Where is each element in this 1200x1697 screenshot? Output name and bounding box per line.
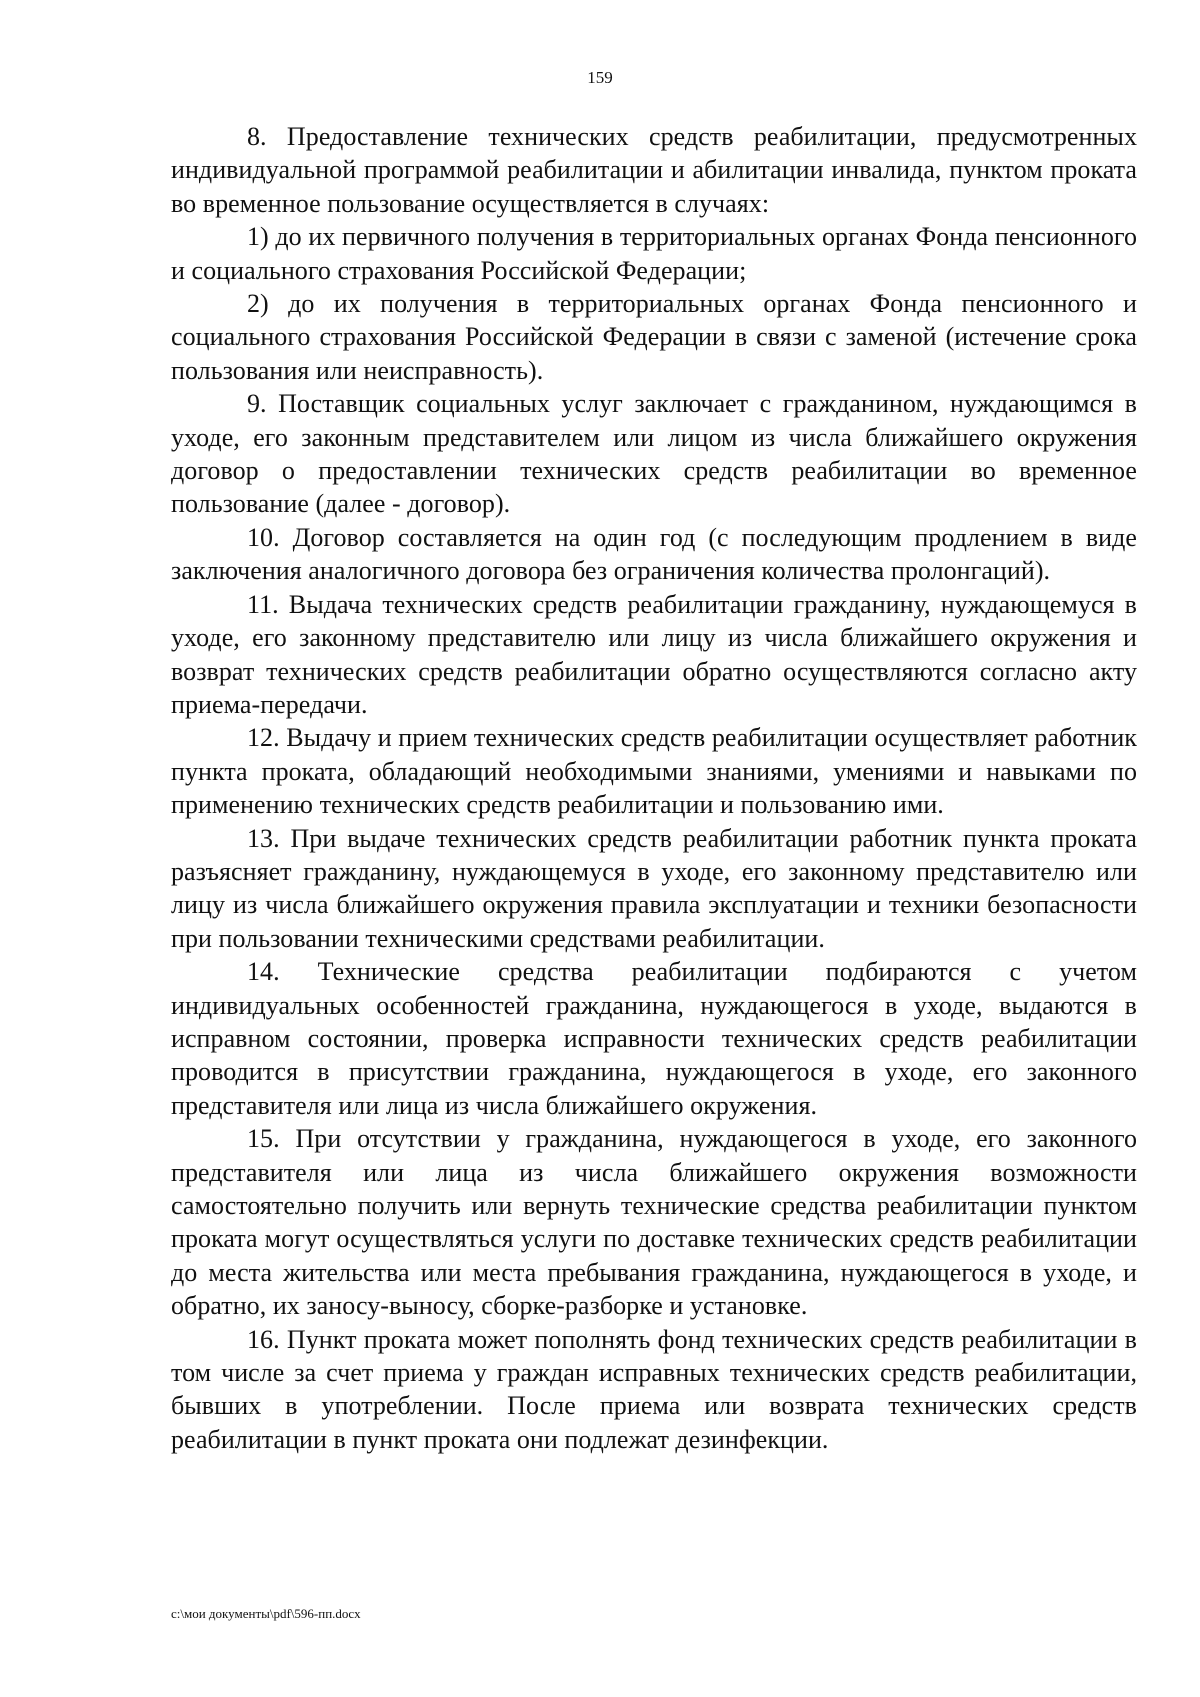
paragraph-8: 8. Предоставление технических средств реабилитации, предусмотренных индивидуальной программой реабилитации и абилитации инвалида, пунктом проката во временное пользование осуществляется в случаях: (171, 122, 1137, 218)
paragraph-12: 12. Выдачу и прием технических средств реабилитации осуществляет работник пункта проката, обладающий необходимыми знаниями, умениями и навыками по применению технических средств реабилитации и пользованию ими. (171, 723, 1137, 820)
paragraph-8-item-1: 1) до их первичного получения в территориальных органах Фонда пенсионного и социального страхования Российской Федерации; (171, 222, 1137, 285)
paragraph-9: 9. Поставщик социальных услуг заключает с гражданином, нуждающимся в уходе, его законным представителем или лицом из числа ближайшего окружения договор о предоставлении технических средств реабилитации во временное пользование (далее - договор). (171, 389, 1137, 519)
paragraph-8-item-2: 2) до их получения в территориальных органах Фонда пенсионного и социального страхования Российской Федерации в связи с заменой (истечение срока пользования или неисправность). (171, 289, 1137, 385)
document-body (171, 120, 1137, 1456)
page-number: 159 (587, 68, 613, 87)
paragraph-11: 11. Выдача технических средств реабилитации гражданину, нуждающемуся в уходе, его законному представителю или лицу из числа ближайшего окружения и возврат технических средств реабилитации обратно осуществляются согласно акту приема-передачи. (171, 589, 1137, 719)
paragraph-16: 16. Пункт проката может пополнять фонд технических средств реабилитации в том числе за счет приема у граждан исправных технических средств реабилитации, бывших в употреблении. После приема или возврата технических средств реабилитации в пункт проката они подлежат дезинфекции. (171, 1324, 1137, 1454)
footer-file-path: c:\мои документы\pdf\596-пп.docx (171, 1606, 361, 1621)
paragraph-14: 14. Технические средства реабилитации подбираются с учетом индивидуальных особенностей гражданина, нуждающегося в уходе, выдаются в исправном состоянии, проверка исправности технических средств реабилитации проводится в присутствии гражданина, нуждающегося в уходе, его законного представителя или лица из числа ближайшего окружения. (171, 957, 1137, 1120)
paragraph-10: 10. Договор составляется на один год (с последующим продлением в виде заключения аналогичного договора без ограничения количества пролонгаций). (171, 522, 1137, 586)
paragraph-13: 13. При выдаче технических средств реабилитации работник пункта проката разъясняет гражданину, нуждающемуся в уходе, его законному представителю или лицу из числа ближайшего окружения правила эксплуатации и техники безопасности при пользовании техническими средствами реабилитации. (171, 823, 1137, 953)
paragraph-15: 15. При отсутствии у гражданина, нуждающегося в уходе, его законного представителя или лица из числа ближайшего окружения возможности самостоятельно получить или вернуть технические средства реабилитации пунктом проката могут осуществляться услуги по доставке технических средств реабилитации до места жительства или места пребывания гражданина, нуждающегося в уходе, и обратно, их заносу-выносу, сборке-разборке и установке. (171, 1124, 1137, 1321)
